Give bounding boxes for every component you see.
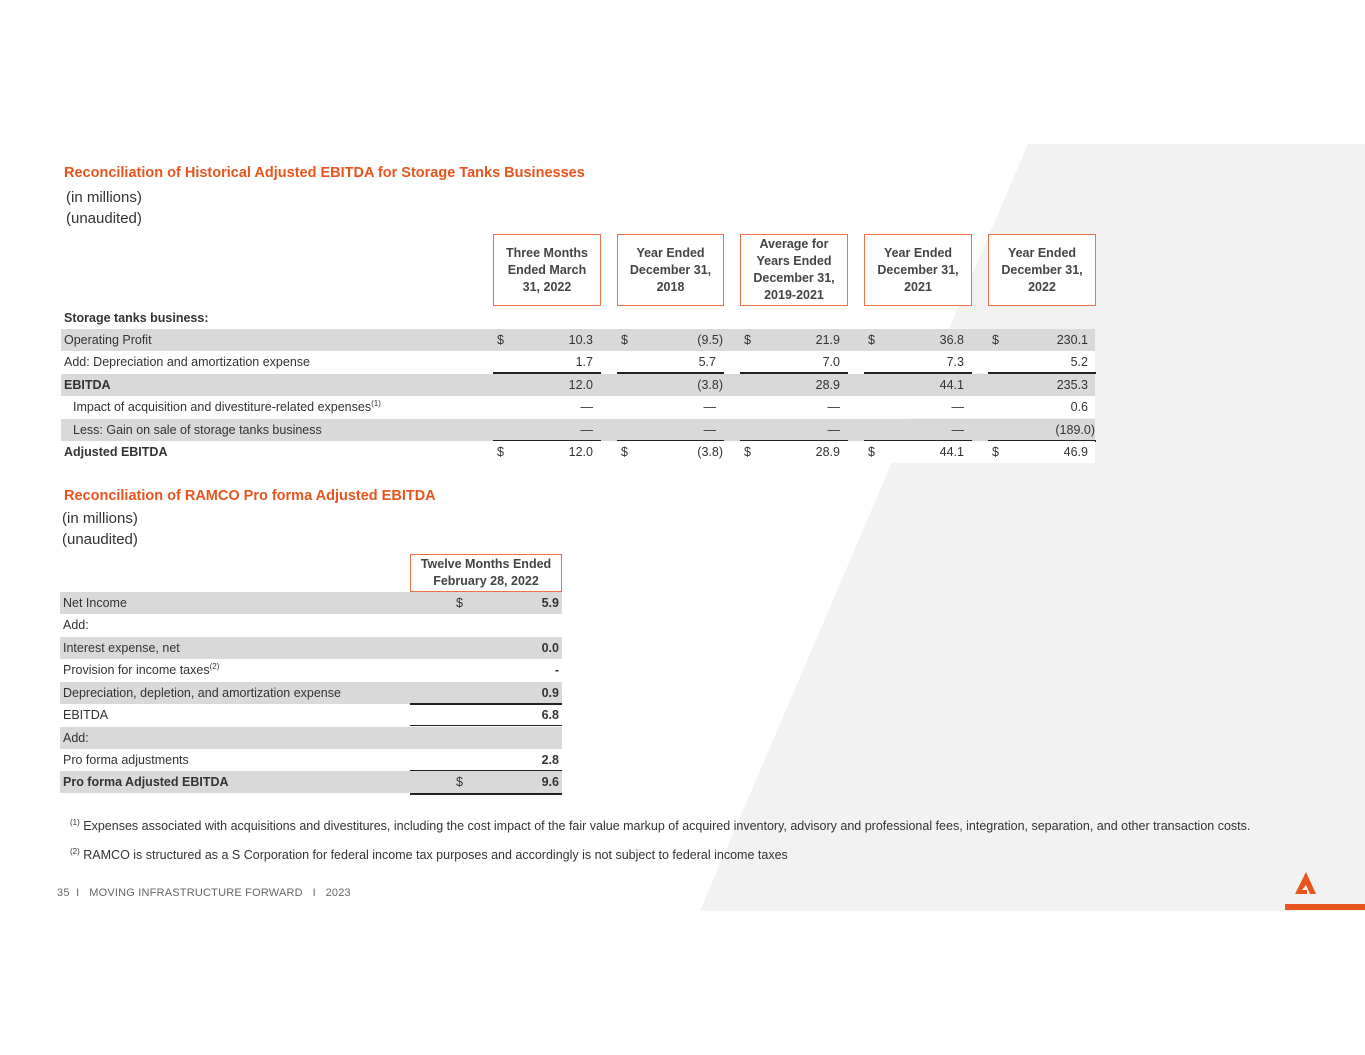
row-label: EBITDA: [64, 378, 111, 392]
table-row: Impact of acquisition and divestiture-related expenses$^{(1)}$ — — — — 0.6: [61, 396, 1095, 418]
col-header-q1-2022: Three Months Ended March 31, 2022: [493, 234, 601, 306]
table-row: EBITDA 6.8: [63, 708, 559, 722]
footnote-2: $^{(2)}$ RAMCO is structured as a S Corporation for federal income tax purposes and accordingly is not subject to federal income taxes: [70, 846, 788, 862]
footnote-1: $^{(1)}$ Expenses associated with acquisitions and divestitures, including the cost impact of the fair value markup of acquired inventory, advisory and professional fees, integration, separation, and other transaction costs.: [70, 817, 1251, 833]
table-row: Pro forma adjustments 2.8: [63, 753, 559, 767]
col-header-2021: Year Ended December 31, 2021: [864, 234, 972, 306]
table1-units: (in millions): [66, 189, 142, 206]
table1-audit: (unaudited): [66, 210, 142, 227]
table-row: Add:: [63, 618, 89, 632]
col-header-2018: Year Ended December 31, 2018: [617, 234, 724, 306]
row-label: Add: Depreciation and amortization expense: [64, 355, 310, 369]
table-row: Operating Profit $ 10.3 $ (9.5) $ 21.9 $ 36.8 $ 230.1: [61, 329, 1095, 351]
footer-tagline: MOVING INFRASTRUCTURE FORWARD: [89, 887, 303, 899]
page-footer: 35 I MOVING INFRASTRUCTURE FORWARD I 2023: [57, 887, 351, 899]
table-row: Adjusted EBITDA $ 12.0 $ (3.8) $ 28.9 $ 44.1 $ 46.9: [61, 441, 1095, 463]
table-row: Less: Gain on sale of storage tanks business — — — — (189.0): [61, 419, 1095, 441]
col-header-avg-2019-2021: Average for Years Ended December 31, 2019-2021: [740, 234, 848, 306]
table-row: Provision for income taxes$^{(2)}$ -: [63, 661, 559, 677]
row-label: Operating Profit: [64, 333, 152, 347]
col-header-2022: Year Ended December 31, 2022: [988, 234, 1096, 306]
row-label: Adjusted EBITDA: [64, 445, 168, 459]
table-row: Add:: [60, 727, 562, 749]
table2-title: Reconciliation of RAMCO Pro forma Adjusted EBITDA: [64, 488, 436, 504]
table-row: Add: Depreciation and amortization expense 1.7 5.7 7.0 7.3 5.2: [61, 351, 1095, 373]
col-header-twelve-months: Twelve Months Ended February 28, 2022: [410, 554, 562, 592]
table2-units: (in millions): [62, 510, 138, 527]
table-row: Net Income $ 5.9: [60, 592, 562, 614]
table-row: Pro forma Adjusted EBITDA $ 9.6: [60, 771, 562, 793]
arcosa-a-logo-icon: [1285, 870, 1365, 912]
table2-audit: (unaudited): [62, 531, 138, 548]
row-label: Less: Gain on sale of storage tanks business: [73, 423, 322, 437]
page-number: 35: [57, 887, 70, 899]
table1-title: Reconciliation of Historical Adjusted EBITDA for Storage Tanks Businesses: [64, 165, 585, 181]
footer-year: 2023: [325, 887, 351, 899]
section-label: Storage tanks business:: [64, 311, 209, 325]
table-row: EBITDA 12.0 (3.8) 28.9 44.1 235.3: [61, 374, 1095, 396]
row-label: Impact of acquisition and divestiture-related expenses$^{(1)}$: [73, 398, 381, 414]
subtotal-rule: [410, 725, 562, 726]
table-row: Interest expense, net 0.0: [60, 637, 562, 659]
total-rule: [410, 793, 562, 795]
table-row: Depreciation, depletion, and amortization expense 0.9: [60, 682, 562, 704]
